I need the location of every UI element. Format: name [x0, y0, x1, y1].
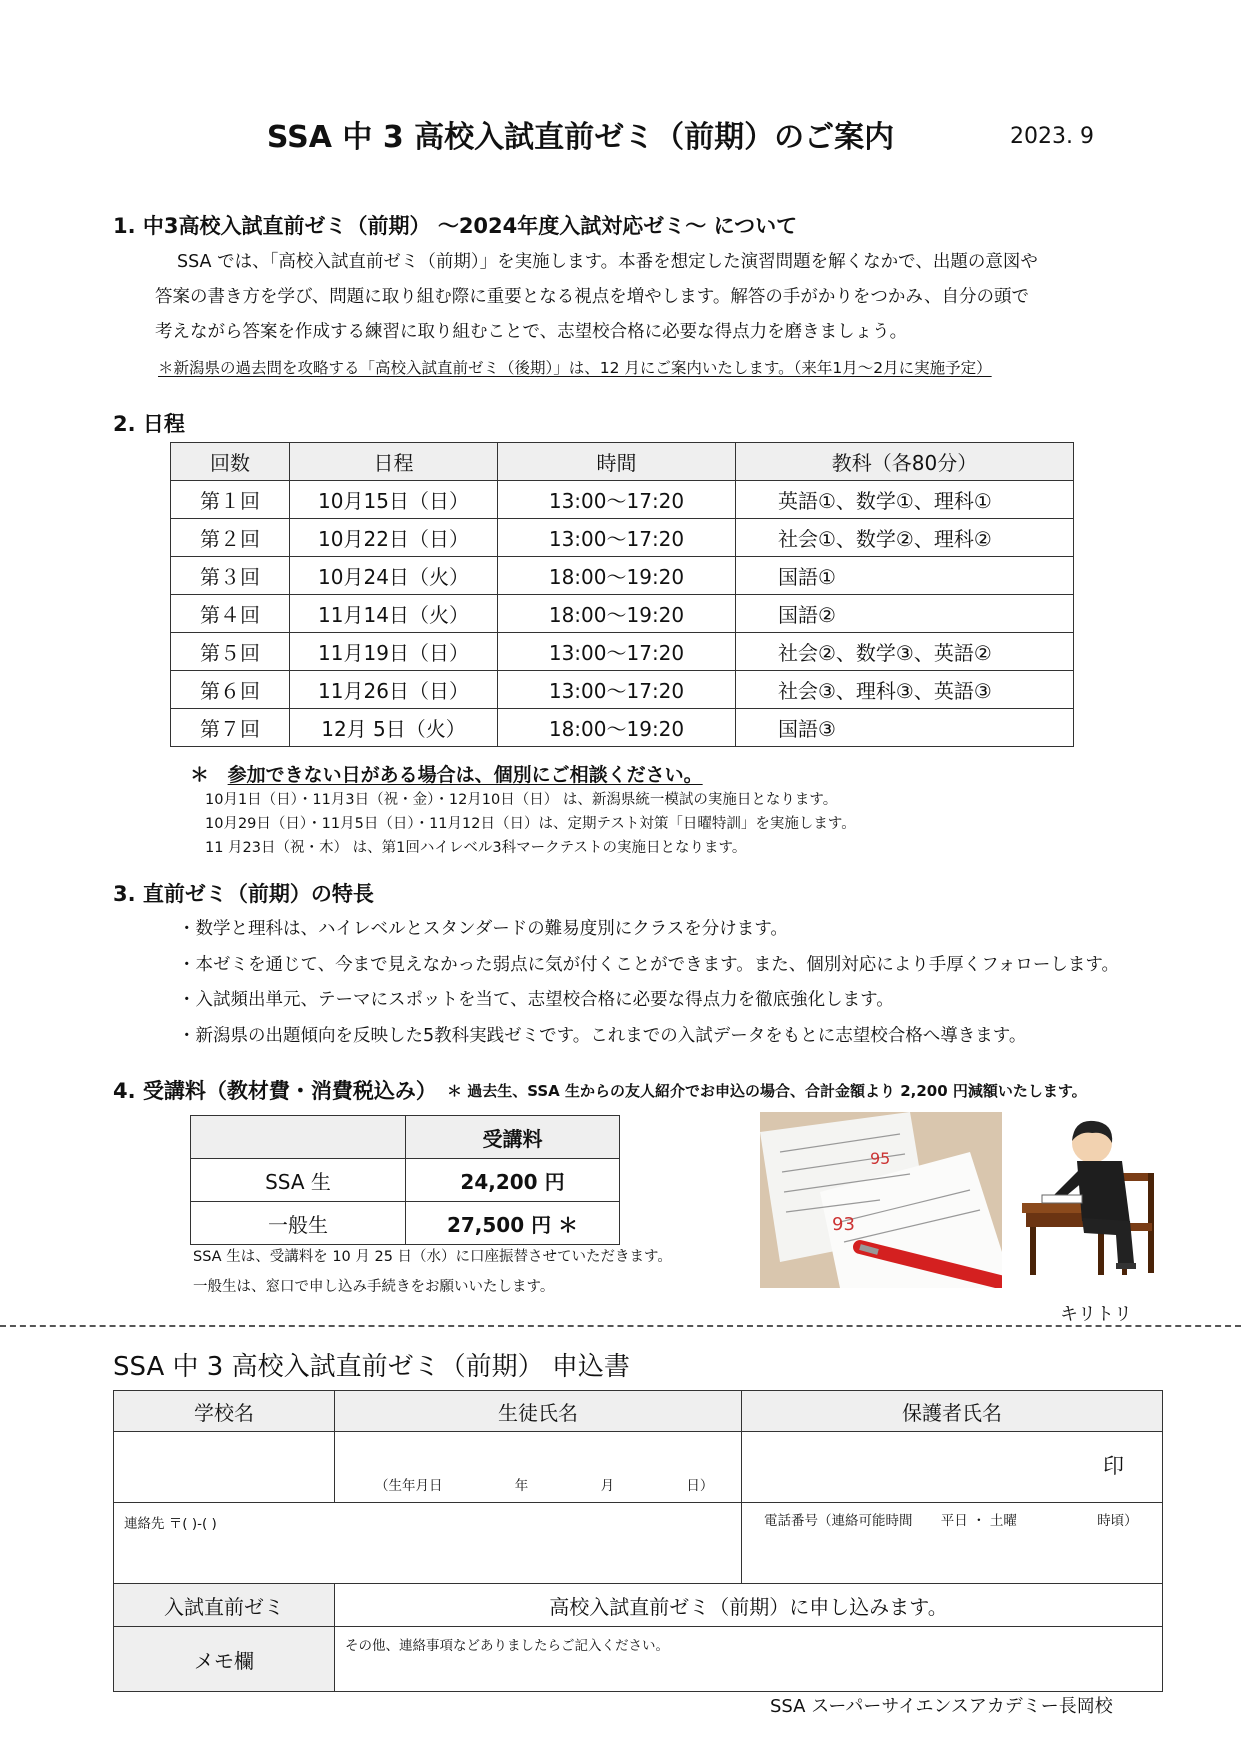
- form-title: SSA 中 3 高校入試直前ゼミ（前期） 申込書: [113, 1352, 630, 1382]
- session-subjects: 国語①: [736, 557, 1074, 595]
- test-papers-photo: [760, 1112, 1002, 1288]
- schedule-col-time: 時間: [498, 443, 736, 481]
- session-date: 11月26日（日）: [290, 671, 498, 709]
- session-number: 第７回: [171, 709, 290, 747]
- session-subjects: 国語③: [736, 709, 1074, 747]
- school-name-header: 学校名: [114, 1391, 335, 1432]
- birthdate-day: 日）: [686, 1478, 714, 1494]
- fee-header-blank: [191, 1116, 406, 1159]
- schedule-row: [171, 595, 1074, 633]
- session-date: 10月22日（日）: [290, 519, 498, 557]
- section1-note-text: ＊新潟県の過去問を攻略する「高校入試直前ゼミ（後期）」は、12 月にご案内いたします。（来年1月～2月に実施予定）: [158, 359, 992, 377]
- schedule-table: [170, 442, 1074, 747]
- feature-item: ・数学と理科は、ハイレベルとスタンダードの難易度別にクラスを分けます。: [178, 919, 788, 939]
- seal-mark: 印: [1103, 1454, 1124, 1478]
- session-number: 第２回: [171, 519, 290, 557]
- fee-note: SSA 生は、受講料を 10 月 25 日（水）に口座振替させていただきます。: [193, 1249, 672, 1265]
- issue-date: 2023. 9: [1010, 124, 1094, 149]
- cut-label: キリトリ: [1060, 1304, 1132, 1325]
- fee-notes: [193, 1242, 672, 1302]
- birthdate-line: [375, 1474, 713, 1494]
- birthdate-year: 年: [514, 1478, 529, 1494]
- phone-label-line: [764, 1509, 1140, 1529]
- section1-line-1: SSA では、「高校入試直前ゼミ（前期）」を実施します。本番を想定した演習問題を解くなかで、出題の意図や: [177, 252, 1038, 272]
- phone-time: 時頃）: [1097, 1513, 1138, 1529]
- fee-note: 一般生は、窓口で申し込み手続きをお願いいたします。: [193, 1279, 555, 1295]
- section2-heading: 2. 日程: [113, 412, 185, 436]
- seminar-label: 入試直前ゼミ: [114, 1584, 335, 1627]
- note-line: 10月29日（日）・11月5日（日）・11月12日（日）は、定期テスト対策「日曜特訓」を実施します。: [205, 816, 856, 832]
- form-seminar-row: [114, 1584, 1163, 1627]
- section1-paragraph: [155, 245, 1155, 350]
- session-time: 18:00～19:20: [498, 595, 736, 633]
- discount-note: ＊ 過去生、SSA 生からの友人紹介でお申込の場合、合計金額より 2,200 円減額いたします。: [447, 1082, 1087, 1100]
- section4-heading: 4. 受講料（教材費・消費税込み）: [113, 1079, 437, 1103]
- form-contact-row: [114, 1503, 1163, 1584]
- session-time: 13:00～17:20: [498, 481, 736, 519]
- features-list: [178, 912, 1198, 1054]
- session-number: 第３回: [171, 557, 290, 595]
- session-time: 13:00～17:20: [498, 671, 736, 709]
- feature-item: ・新潟県の出題傾向を反映した5教科実践ゼミです。これまでの入試データをもとに志望校合格へ導きます。: [178, 1025, 1027, 1046]
- phone-label: 電話番号（連絡可能時間: [764, 1513, 913, 1529]
- phone-field[interactable]: [742, 1503, 1163, 1584]
- schedule-row: [171, 633, 1074, 671]
- session-number: 第６回: [171, 671, 290, 709]
- note-star: ＊: [190, 764, 210, 786]
- birthdate-label: （生年月日: [375, 1478, 443, 1494]
- guardian-name-header: 保護者氏名: [742, 1391, 1163, 1432]
- contact-field[interactable]: [114, 1503, 742, 1584]
- fee-category: SSA 生: [191, 1159, 406, 1202]
- session-time: 13:00～17:20: [498, 519, 736, 557]
- schedule-row: [171, 671, 1074, 709]
- section3-heading: 3. 直前ゼミ（前期）の特長: [113, 882, 374, 906]
- session-subjects: 社会②、数学③、英語②: [736, 633, 1074, 671]
- footer-school-name: SSA スーパーサイエンスアカデミー長岡校: [770, 1696, 1113, 1717]
- form-header-row: [114, 1391, 1163, 1432]
- schedule-col-date: 日程: [290, 443, 498, 481]
- session-date: 11月19日（日）: [290, 633, 498, 671]
- application-form: [113, 1390, 1163, 1692]
- schedule-col-subject: 教科（各80分）: [736, 443, 1074, 481]
- fee-header: 受講料: [406, 1116, 620, 1159]
- phone-days: 平日 ・ 土曜: [940, 1513, 1017, 1529]
- fee-header-row: [191, 1116, 620, 1159]
- note-line: 10月1日（日）・11月3日（祝・金）・12月10日（日） は、新潟県統一模試の実施日となります。: [205, 792, 838, 808]
- section1-line-2: 答案の書き方を学び、問題に取り組む際に重要となる視点を増やします。解答の手がかりをつかみ、自分の頭で: [155, 287, 1029, 307]
- feature-item: ・本ゼミを通じて、今まで見えなかった弱点に気が付くことができます。また、個別対応により手厚くフォローします。: [178, 954, 1119, 975]
- session-number: 第１回: [171, 481, 290, 519]
- student-name-header: 生徒氏名: [335, 1391, 742, 1432]
- cut-line: [0, 1325, 1241, 1327]
- guardian-name-field[interactable]: [742, 1432, 1163, 1503]
- form-name-row: [114, 1432, 1163, 1503]
- fee-amount: 24,200 円: [406, 1159, 620, 1202]
- svg-text:95: 95: [870, 1149, 891, 1168]
- fee-row: [191, 1159, 620, 1202]
- session-date: 10月15日（日）: [290, 481, 498, 519]
- session-subjects: 国語②: [736, 595, 1074, 633]
- schedule-header-row: [171, 443, 1074, 481]
- birthdate-month: 月: [600, 1478, 615, 1494]
- svg-text:93: 93: [832, 1214, 855, 1235]
- memo-label: メモ欄: [114, 1627, 335, 1692]
- section1-note: [158, 356, 992, 378]
- fee-table: [190, 1115, 620, 1245]
- student-name-field[interactable]: [335, 1432, 742, 1503]
- feature-item: ・入試頻出単元、テーマにスポットを当て、志望校合格に必要な得点力を徹底強化します。: [178, 990, 894, 1010]
- memo-hint: その他、連絡事項などありましたらご記入ください。: [345, 1638, 669, 1654]
- memo-field[interactable]: [335, 1627, 1163, 1692]
- session-number: 第４回: [171, 595, 290, 633]
- schedule-row: [171, 481, 1074, 519]
- session-subjects: 社会③、理科③、英語③: [736, 671, 1074, 709]
- session-subjects: 社会①、数学②、理科②: [736, 519, 1074, 557]
- schedule-row: [171, 557, 1074, 595]
- seminar-value: 高校入試直前ゼミ（前期）に申し込みます。: [335, 1584, 1163, 1627]
- section1-heading: 1. 中3高校入試直前ゼミ（前期） ～2024年度入試対応ゼミ～ について: [113, 214, 798, 238]
- student-studying-illustration: [1022, 1113, 1162, 1281]
- session-date: 10月24日（火）: [290, 557, 498, 595]
- session-time: 18:00～19:20: [498, 709, 736, 747]
- school-name-field[interactable]: [114, 1432, 335, 1503]
- session-number: 第５回: [171, 633, 290, 671]
- schedule-note: [190, 760, 703, 787]
- note-main: 参加できない日がある場合は、個別にご相談ください。: [227, 764, 703, 786]
- schedule-row: [171, 709, 1074, 747]
- schedule-row: [171, 519, 1074, 557]
- session-date: 11月14日（火）: [290, 595, 498, 633]
- contact-label: 連絡先 〒( )-( ): [124, 1516, 217, 1532]
- section1-line-3: 考えながら答案を作成する練習に取り組むことで、志望校合格に必要な得点力を磨きましょう。: [155, 322, 908, 342]
- fee-category: 一般生: [191, 1202, 406, 1245]
- note-line: 11 月23日（祝・木） は、第1回ハイレベル3科マークテストの実施日となります。: [205, 840, 747, 856]
- schedule-col-count: 回数: [171, 443, 290, 481]
- schedule-note-lines: [205, 788, 856, 860]
- page-title-text: SSA 中 3 高校入試直前ゼミ（前期）のご案内: [266, 120, 895, 155]
- fee-row: [191, 1202, 620, 1245]
- fee-amount: 27,500 円 ＊: [406, 1202, 620, 1245]
- session-subjects: 英語①、数学①、理科①: [736, 481, 1074, 519]
- session-date: 12月 5日（火）: [290, 709, 498, 747]
- session-time: 18:00～19:20: [498, 557, 736, 595]
- form-memo-row: [114, 1627, 1163, 1692]
- session-time: 13:00～17:20: [498, 633, 736, 671]
